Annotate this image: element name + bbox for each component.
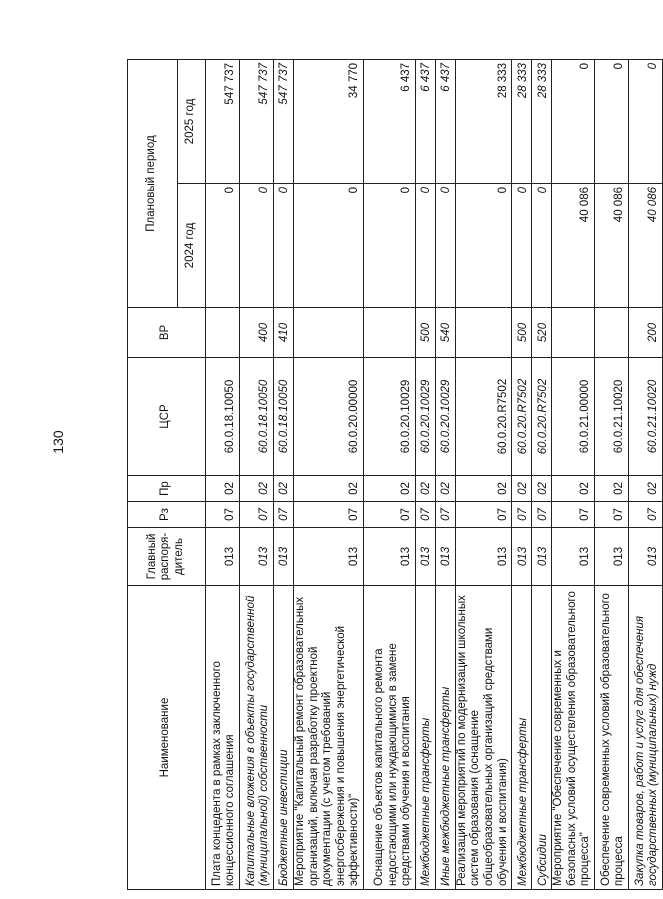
cell-pr: 02 (240, 476, 274, 502)
cell-2024: 40 086 (594, 184, 628, 308)
cell-2025: 6 437 (363, 59, 415, 183)
cell-2025: 28 333 (532, 59, 552, 183)
cell-vr: 410 (274, 308, 294, 358)
cell-rz: 07 (455, 502, 511, 528)
cell-2024: 0 (415, 184, 435, 308)
cell-admin: 013 (274, 528, 294, 586)
cell-vr: 500 (512, 308, 532, 358)
cell-rz: 07 (274, 502, 294, 528)
cell-csr: 60.0.21.10020 (594, 358, 628, 476)
table-row (552, 59, 595, 889)
table-row (455, 59, 511, 889)
cell-vr (206, 308, 240, 358)
table-row (628, 59, 662, 889)
cell-csr: 60.0.21.10020 (628, 358, 662, 476)
cell-2024: 0 (532, 184, 552, 308)
cell-2024: 0 (512, 184, 532, 308)
cell-2025: 28 333 (455, 59, 511, 183)
cell-admin: 013 (512, 528, 532, 586)
cell-2025: 34 770 (294, 59, 364, 183)
cell-2024: 0 (294, 184, 364, 308)
cell-admin: 013 (552, 528, 595, 586)
cell-2025: 547 737 (240, 59, 274, 183)
cell-name: Оснащение объектов капитального ремонта недостающими или нуждающимися в замене средствами обучения и воспитания (363, 586, 415, 890)
cell-admin: 013 (594, 528, 628, 586)
table-row (294, 59, 364, 889)
cell-admin: 013 (415, 528, 435, 586)
cell-csr: 60.0.18.10050 (240, 358, 274, 476)
cell-admin: 013 (363, 528, 415, 586)
cell-2024: 40 086 (552, 184, 595, 308)
cell-vr (363, 308, 415, 358)
cell-name: Реализация мероприятий по модернизации школьных систем образования (оснащение общеобразовательных организаций средствами обучения и воспитания) (455, 586, 511, 890)
cell-rz: 07 (363, 502, 415, 528)
header-csr: ЦСР (128, 358, 206, 476)
cell-pr: 02 (294, 476, 364, 502)
cell-rz: 07 (512, 502, 532, 528)
cell-csr: 60.0.20.R7502 (512, 358, 532, 476)
table-row (206, 59, 240, 889)
cell-pr: 02 (206, 476, 240, 502)
header-admin: Главный распоря-дитель (128, 528, 206, 586)
cell-pr: 02 (455, 476, 511, 502)
cell-2025: 28 333 (512, 59, 532, 183)
header-name: Наименование (128, 586, 206, 890)
cell-name: Капитальные вложения в объекты государственной (муниципальной) собственности (240, 586, 274, 890)
cell-vr: 520 (532, 308, 552, 358)
cell-vr (552, 308, 595, 358)
table-row (363, 59, 415, 889)
cell-name: Плата концедента в рамках заключенного концессионного соглашения (206, 586, 240, 890)
table-row (594, 59, 628, 889)
header-pr: Пр (128, 476, 206, 502)
cell-name: Субсидии (532, 586, 552, 890)
cell-pr: 02 (435, 476, 455, 502)
cell-pr: 02 (628, 476, 662, 502)
cell-csr: 60.0.18.10050 (206, 358, 240, 476)
cell-2024: 0 (363, 184, 415, 308)
cell-2024: 0 (240, 184, 274, 308)
table-row (435, 59, 455, 889)
cell-csr: 60.0.20.00000 (294, 358, 364, 476)
cell-pr: 02 (512, 476, 532, 502)
cell-pr: 02 (552, 476, 595, 502)
cell-rz: 07 (240, 502, 274, 528)
cell-name: Межбюджетные трансферты (512, 586, 532, 890)
cell-vr (294, 308, 364, 358)
cell-2025: 547 737 (206, 59, 240, 183)
cell-admin: 013 (455, 528, 511, 586)
cell-rz: 07 (415, 502, 435, 528)
cell-vr: 400 (240, 308, 274, 358)
cell-2025: 6 437 (415, 59, 435, 183)
cell-rz: 07 (594, 502, 628, 528)
cell-vr: 200 (628, 308, 662, 358)
table-body (206, 59, 663, 889)
header-rz: Рз (128, 502, 206, 528)
cell-csr: 60.0.20.10029 (363, 358, 415, 476)
cell-2024: 40 086 (628, 184, 662, 308)
cell-rz: 07 (552, 502, 595, 528)
table-row (512, 59, 532, 889)
cell-2025: 0 (552, 59, 595, 183)
cell-pr: 02 (594, 476, 628, 502)
cell-admin: 013 (628, 528, 662, 586)
cell-pr: 02 (274, 476, 294, 502)
header-vr: ВР (128, 308, 206, 358)
cell-2025: 547 737 (274, 59, 294, 183)
cell-pr: 02 (415, 476, 435, 502)
cell-vr: 500 (415, 308, 435, 358)
cell-2024: 0 (435, 184, 455, 308)
cell-admin: 013 (294, 528, 364, 586)
cell-name: Бюджетные инвестиции (274, 586, 294, 890)
cell-name: Иные межбюджетные трансферты (435, 586, 455, 890)
cell-csr: 60.0.20.10029 (435, 358, 455, 476)
cell-2025: 0 (628, 59, 662, 183)
table-row (240, 59, 274, 889)
cell-vr (594, 308, 628, 358)
cell-name: Мероприятие "Обеспечение современных и безопасных условий осуществления образовательного процесса" (552, 586, 595, 890)
cell-admin: 013 (532, 528, 552, 586)
header-year-2025: 2025 год (178, 59, 206, 183)
cell-admin: 013 (240, 528, 274, 586)
rotated-page-content (127, 60, 660, 890)
cell-2024: 0 (455, 184, 511, 308)
page-number: 130 (50, 430, 66, 454)
cell-rz: 07 (294, 502, 364, 528)
cell-pr: 02 (532, 476, 552, 502)
table-row (415, 59, 435, 889)
cell-csr: 60.0.20.10029 (415, 358, 435, 476)
cell-rz: 07 (206, 502, 240, 528)
cell-name: Межбюджетные трансферты (415, 586, 435, 890)
cell-csr: 60.0.21.00000 (552, 358, 595, 476)
cell-rz: 07 (532, 502, 552, 528)
cell-name: Мероприятие "Капитальный ремонт образовательных организаций, включая разработку проектной документации (с учетом требований энергосбережения и повышения энергетической эффективности)" (294, 586, 364, 890)
budget-table (127, 59, 663, 890)
cell-pr: 02 (363, 476, 415, 502)
header-planned-period: Плановый период (128, 59, 178, 307)
cell-name: Закупка товаров, работ и услуг для обеспечения государственных (муниципальных) нужд (628, 586, 662, 890)
cell-rz: 07 (628, 502, 662, 528)
cell-2024: 0 (274, 184, 294, 308)
header-year-2024: 2024 год (178, 184, 206, 308)
cell-2025: 6 437 (435, 59, 455, 183)
cell-name: Обеспечение современных условий образовательного процесса (594, 586, 628, 890)
cell-csr: 60.0.20.R7502 (532, 358, 552, 476)
cell-vr: 540 (435, 308, 455, 358)
cell-admin: 013 (435, 528, 455, 586)
table-row (274, 59, 294, 889)
cell-csr: 60.0.18.10050 (274, 358, 294, 476)
cell-vr (455, 308, 511, 358)
table-header-row (128, 59, 178, 889)
cell-2025: 0 (594, 59, 628, 183)
cell-csr: 60.0.20.R7502 (455, 358, 511, 476)
cell-admin: 013 (206, 528, 240, 586)
cell-rz: 07 (435, 502, 455, 528)
table-row (532, 59, 552, 889)
cell-2024: 0 (206, 184, 240, 308)
